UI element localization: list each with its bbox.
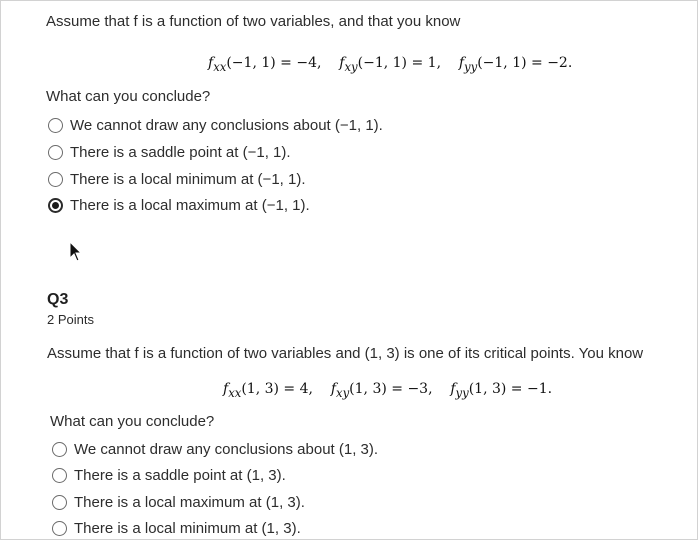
q3-given-xx: $f_{xx}(1$, 3) = 4, bbox=[223, 381, 313, 400]
q2-given-xy: $f_{xy}(-1$, 1) = 1, bbox=[339, 55, 442, 74]
radio-icon[interactable] bbox=[48, 172, 63, 187]
option-label: We cannot draw any conclusions about (1, 3). bbox=[74, 440, 379, 458]
q2-prompt: Assume that f is a function of two variables, and that you know bbox=[46, 13, 461, 30]
radio-icon[interactable] bbox=[52, 468, 67, 483]
q3-prompt: Assume that f is a function of two variables and (1, 3) is one of its critical points. You know bbox=[47, 345, 644, 362]
q2-given-xx: $f_{xx}(-1$, 1) = −4, bbox=[208, 55, 322, 74]
q3-question: What can you conclude? bbox=[50, 413, 215, 430]
q3-given-yy: $f_{yy}(1$, 3) = −1. bbox=[450, 381, 553, 400]
radio-icon[interactable] bbox=[52, 495, 67, 510]
radio-icon[interactable] bbox=[52, 521, 67, 536]
radio-icon[interactable] bbox=[48, 145, 63, 160]
q2-option-local-maximum[interactable] bbox=[48, 194, 310, 216]
option-label: We cannot draw any conclusions about (−1, 1). bbox=[70, 116, 383, 134]
q3-option-local-maximum[interactable] bbox=[52, 491, 305, 513]
q3-given-derivatives bbox=[223, 381, 552, 400]
option-label: There is a saddle point at (−1, 1). bbox=[70, 143, 291, 161]
option-label: There is a local maximum at (−1, 1). bbox=[70, 196, 310, 214]
option-label: There is a local minimum at (1, 3). bbox=[74, 519, 301, 537]
q3-option-saddle-point[interactable] bbox=[52, 464, 286, 486]
radio-icon[interactable] bbox=[48, 118, 63, 133]
q2-given-derivatives bbox=[208, 55, 572, 74]
mouse-pointer-icon bbox=[69, 241, 83, 263]
q3-points: 2 Points bbox=[47, 312, 94, 327]
q2-option-local-minimum[interactable] bbox=[48, 168, 306, 190]
q3-given-xy: $f_{xy}(1$, 3) = −3, bbox=[330, 381, 433, 400]
q3-title: Q3 bbox=[47, 291, 69, 308]
radio-selected-icon[interactable] bbox=[48, 198, 63, 213]
q3-option-local-minimum[interactable] bbox=[52, 517, 301, 539]
q2-question: What can you conclude? bbox=[46, 88, 211, 105]
q2-option-no-conclusion[interactable] bbox=[48, 114, 383, 136]
radio-icon[interactable] bbox=[52, 442, 67, 457]
option-label: There is a local minimum at (−1, 1). bbox=[70, 170, 306, 188]
q2-option-saddle-point[interactable] bbox=[48, 141, 291, 163]
q3-option-no-conclusion[interactable] bbox=[52, 438, 378, 460]
q2-given-yy: $f_{yy}(-1$, 1) = −2. bbox=[458, 55, 573, 74]
option-label: There is a local maximum at (1, 3). bbox=[74, 493, 305, 511]
option-label: There is a saddle point at (1, 3). bbox=[74, 466, 286, 484]
